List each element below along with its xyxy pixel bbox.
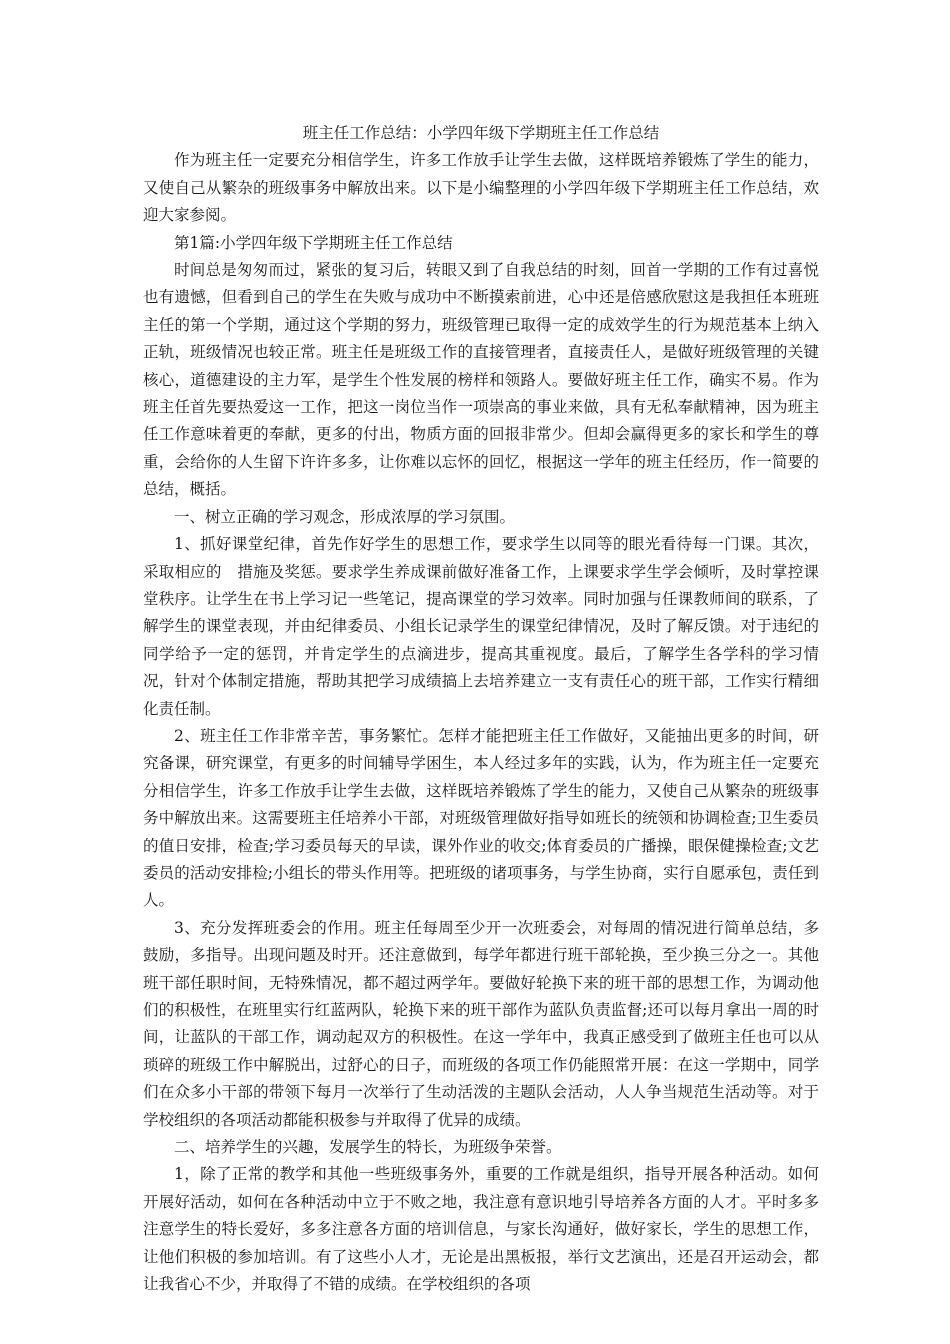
document-page bbox=[143, 120, 819, 1298]
intro-paragraph: 作为班主任一定要充分相信学生，许多工作放手让学生去做，这样既培养锻炼了学生的能力，又使自己从繁杂的班级事务中解放出来。以下是小编整理的小学四年级下学期班主任工作总结，欢迎大家参阅。 bbox=[143, 151, 819, 225]
section-heading-1: 一、树立正确的学习观念，形成浓厚的学习氛围。 bbox=[174, 507, 516, 526]
document-title: 班主任工作总结：小学四年级下学期班主任工作总结 bbox=[302, 124, 660, 142]
section-2-item-1: 1，除了正常的教学和其他一些班级事务外，重要的工作就是组织，指导开展各种活动。如何开展好活动，如何在各种活动中立于不败之地，我注意有意识地引导培养各方面的人才。平时多多注意学生的特长爱好，多多注意各方面的培训信息，与家长沟通好，做好家长，学生的思想工作，让他们积极的参加培训。有了这些小人才，无论是出黑板报，举行文艺演出，还是召开运动会，都让我省心不少，并取得了不错的成绩。在学校组织的各项 bbox=[143, 1165, 819, 1294]
opening-paragraph: 时间总是匆匆而过，紧张的复习后，转眼又到了自我总结的时刻，回首一学期的工作有过喜悦也有遗憾，但看到自己的学生在失败与成功中不断摸索前进，心中还是倍感欣慰这是我担任本班班主任的第一个学期，通过这个学期的努力，班级管理已取得一定的成效学生的行为规范基本上纳入正轨，班级情况也较正常。班主任是班级工作的直接管理者，直接责任人，是做好班级管理的关键核心，道德建设的主力军，是学生个性发展的榜样和领路人。要做好班主任工作，确实不易。作为班主任首先要热爱这一工作，把这一岗位当作一项崇高的事业来做，具有无私奉献精神，因为班主任工作意味着更的奉献，更多的付出，物质方面的回报非常少。但却会赢得更多的家长和学生的尊重，会给你的人生留下许许多多，让你难以忘怀的回忆，根据这一学年的班主任经历，作一简要的总结，概括。 bbox=[143, 261, 819, 499]
section-heading-2: 二、培养学生的兴趣，发展学生的特长，为班级争荣誉。 bbox=[174, 1138, 562, 1157]
section-1-item-1: 1、抓好课堂纪律，首先作好学生的思想工作，要求学生以同等的眼光看待每一门课。其次，采取相应的 措施及奖惩。要求学生养成课前做好准备工作，上课要求学生学会倾听，及时掌控课堂秩序。让学生在书上学习记一些笔记，提高课堂的学习效率。同时加强与任课教师间的联系，了解学生的课堂表现，并由纪律委员、小组长记录学生的课堂纪律情况，及时了解反馈。对于违纪的同学给予一定的惩罚，并肯定学生的点滴进步，提高其重视度。最后，了解学生各学科的学习情况，针对个体制定措施，帮助其把学习成绩搞上去培养建立一支有责任心的班干部，工作实行精细化责任制。 bbox=[143, 535, 819, 718]
article-heading: 第1篇:小学四年级下学期班主任工作总结 bbox=[174, 233, 453, 252]
section-1-item-3: 3、充分发挥班委会的作用。班主任每周至少开一次班委会，对每周的情况进行简单总结，多鼓励，多指导。出现问题及时开。还注意做到，每学年都进行班干部轮换，至少换三分之一。其他班干部任职时间，无特殊情况，都不超过两学年。要做好轮换下来的班干部的思想工作，为调动他们的积极性，在班里实行红蓝两队，轮换下来的班干部作为蓝队负责监督;还可以每月拿出一周的时间，让蓝队的干部工作，调动起双方的积极性。在这一学年中，我真正感受到了做班主任也可以从琐碎的班级工作中解脱出，过舒心的日子，而班级的各项工作仍能照常开展：在这一学期中，同学们在众多小干部的带领下每月一次举行了生动活泼的主题队会活动，人人争当规范生活动等。对于学校组织的各项活动都能积极参与并取得了优异的成绩。 bbox=[143, 918, 819, 1129]
section-1-item-2: 2、班主任工作非常辛苦，事务繁忙。怎样才能把班主任工作做好，又能抽出更多的时间，研究备课，研究课堂，有更多的时间辅导学困生，本人经过多年的实践，认为，作为班主任一定要充分相信学生，许多工作放手让学生去做，这样既培养锻炼了学生的能力，又使自己从繁杂的班级事务中解放出来。这需要班主任培养小干部，对班级管理做好指导如班长的统领和协调检查;卫生委员的值日安排，检查;学习委员每天的早读，课外作业的收交;体育委员的广播操，眼保健操检查;文艺委员的活动安排检;小组长的带头作用等。把班级的诸项事务，与学生协商，实行自愿承包，责任到人。 bbox=[143, 726, 819, 910]
